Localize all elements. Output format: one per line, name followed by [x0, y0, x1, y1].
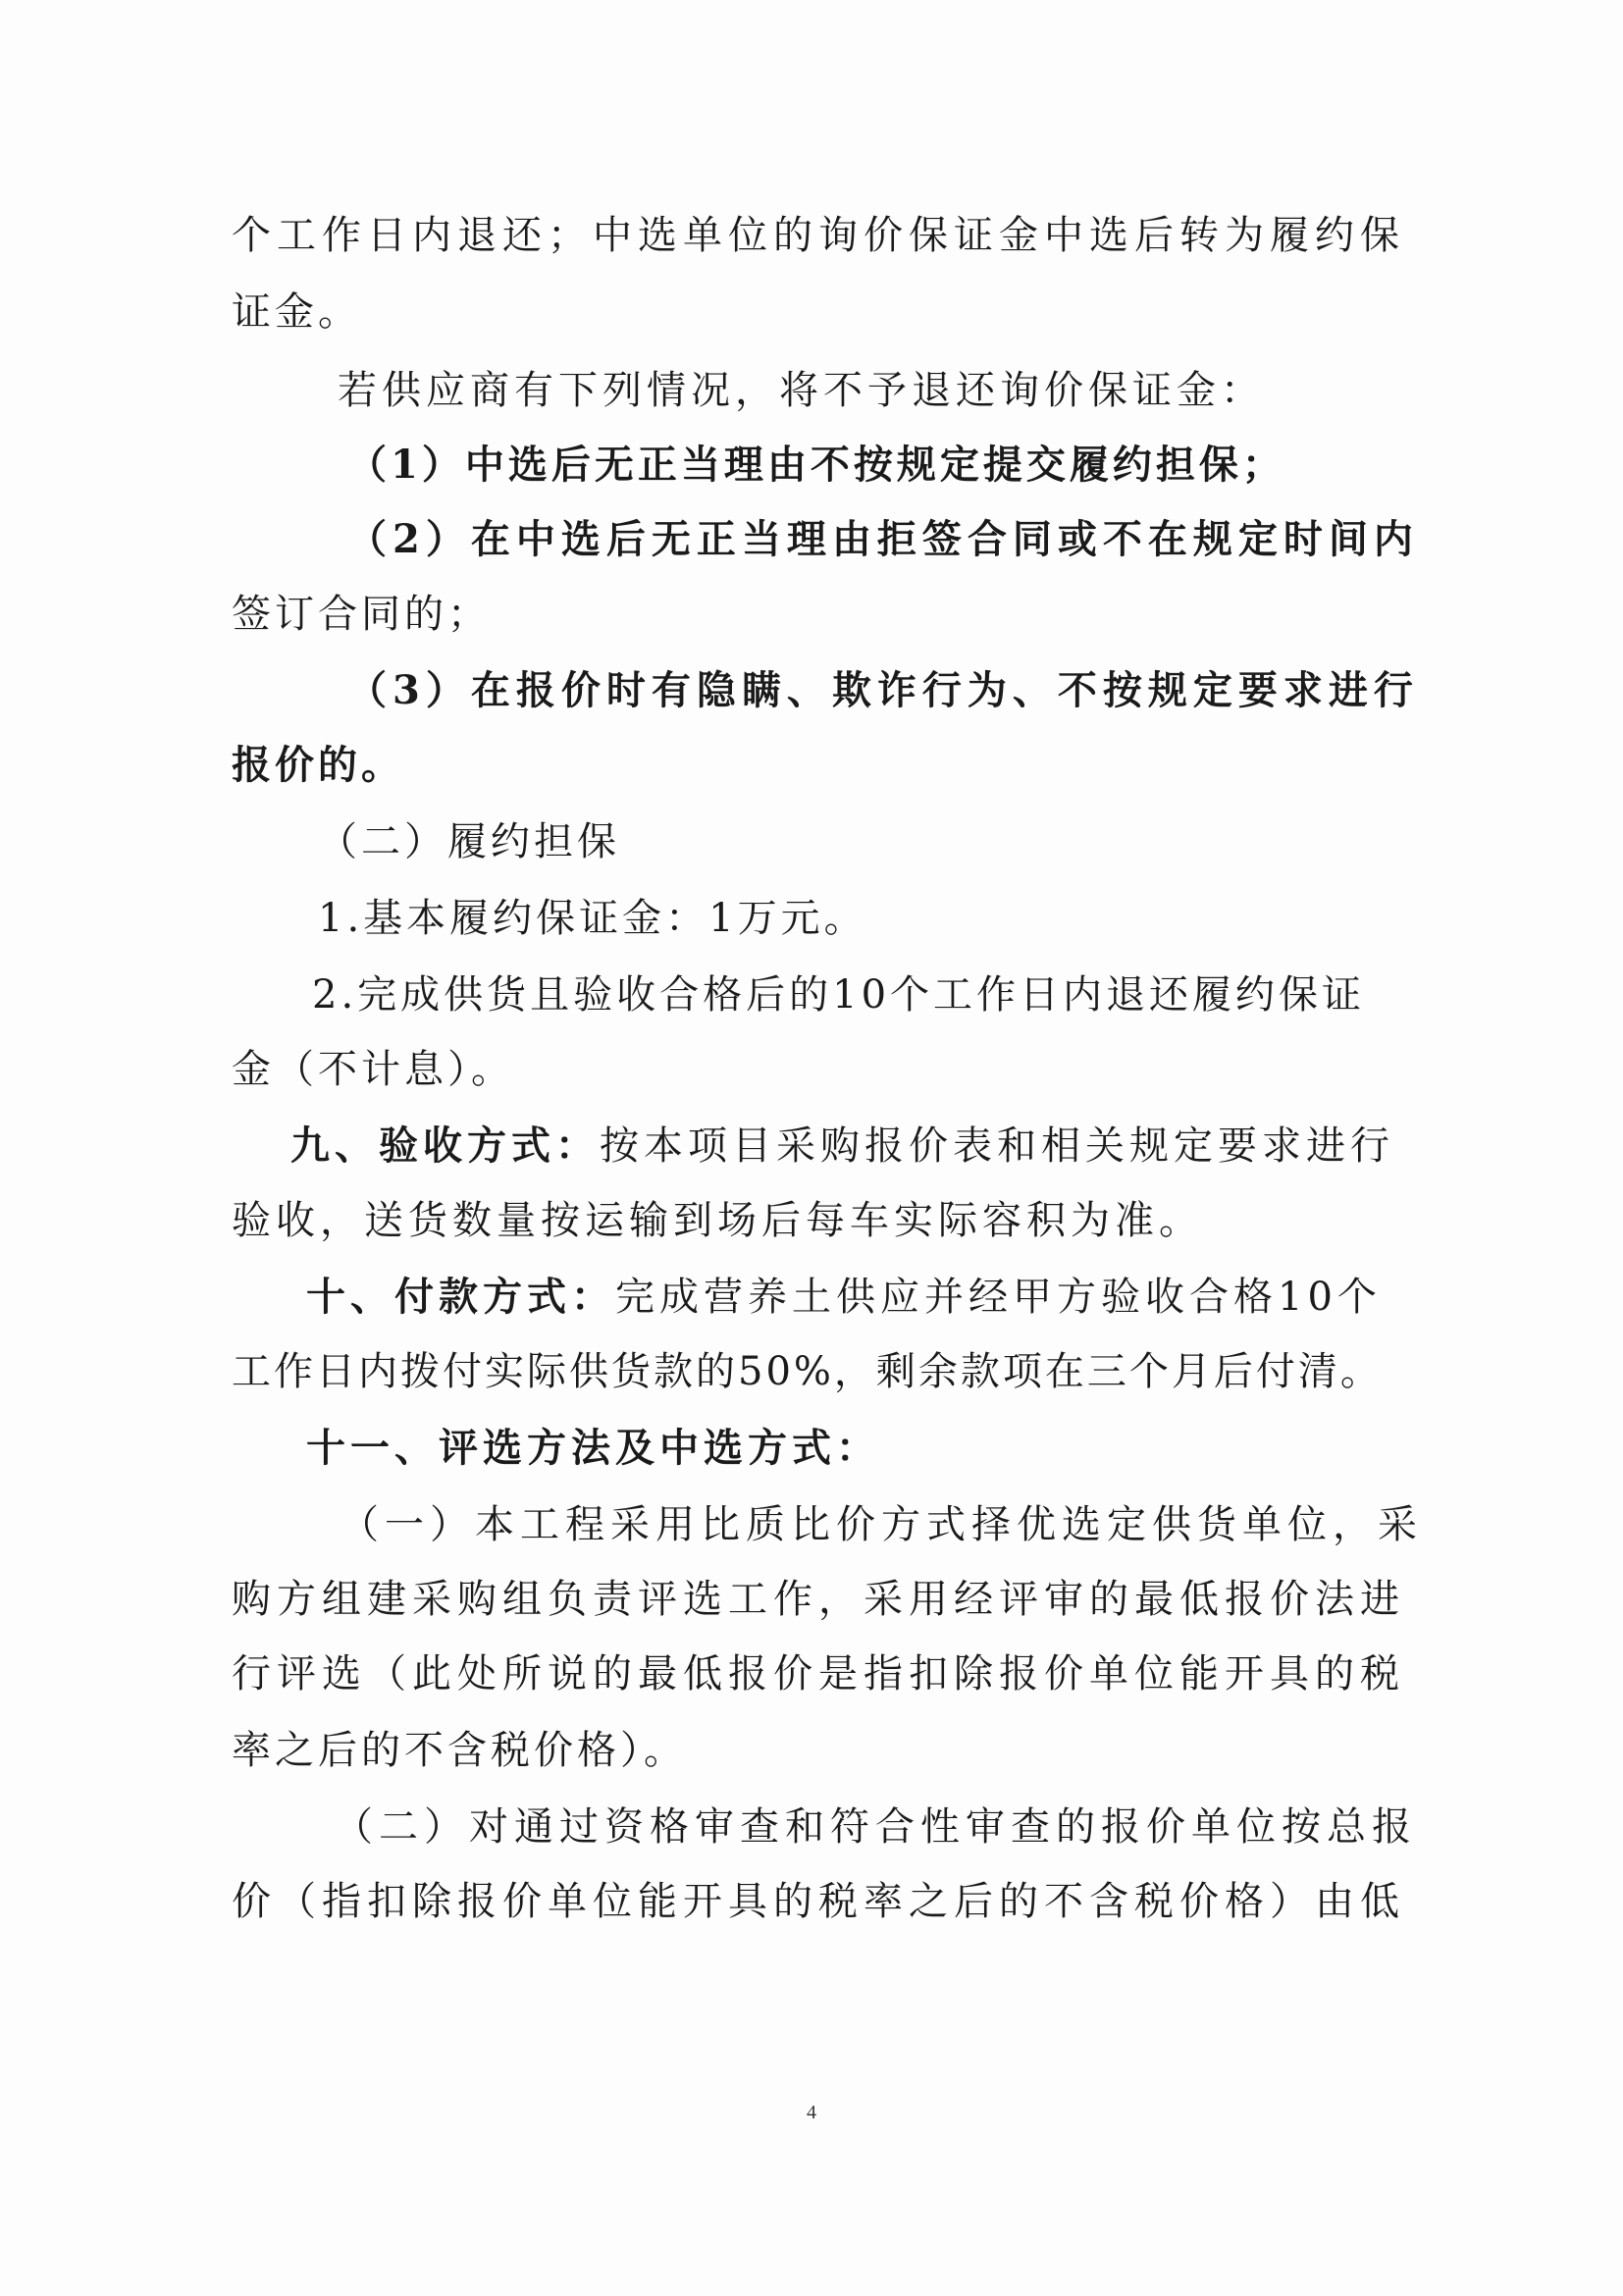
paragraph-line: （一）本工程采用比质比价方式择优选定供货单位，采	[340, 1502, 1423, 1547]
paragraph-line: 个工作日内退还；中选单位的询价保证金中选后转为履约保	[232, 213, 1405, 258]
section-heading: 十、付款方式：	[306, 1274, 615, 1320]
section-text: 按本项目采购报价表和相关规定要求进行	[600, 1123, 1394, 1169]
paragraph-line: （二）对通过资格审查和符合性审查的报价单位按总报	[334, 1804, 1417, 1850]
paragraph-line: 行评选（此处所说的最低报价是指扣除报价单位能开具的税	[232, 1651, 1405, 1696]
paragraph-line: 验收，送货数量按运输到场后每车实际容积为准。	[232, 1198, 1203, 1243]
paragraph-line: 2.完成供货且验收合格后的10个工作日内退还履约保证	[312, 972, 1366, 1018]
section-10-line	[306, 1270, 1382, 1325]
subheading: （二）履约担保	[318, 819, 620, 864]
section-heading: 九、验收方式：	[290, 1122, 600, 1169]
list-item: （1）中选后无正当理由不按规定提交履约担保；	[347, 442, 1285, 488]
section-9-line	[290, 1119, 1394, 1174]
page-number: 4	[807, 2102, 816, 2123]
paragraph-line: 报价的。	[232, 742, 404, 788]
paragraph-line: 工作日内拨付实际供货款的50%，剩余款项在三个月后付清。	[232, 1349, 1383, 1394]
section-heading: 十一、评选方法及中选方式：	[306, 1425, 880, 1471]
paragraph-line: 1.基本履约保证金：1万元。	[318, 896, 867, 941]
paragraph-line: 金（不计息）。	[232, 1047, 514, 1092]
paragraph-line: 价（指扣除报价单位能开具的税率之后的不含税价格）由低	[232, 1879, 1405, 1924]
section-text: 完成营养土供应并经甲方验收合格10个	[615, 1275, 1382, 1320]
list-item: （2）在中选后无正当理由拒签合同或不在规定时间内	[347, 516, 1419, 562]
paragraph-line: 购方组建采购组负责评选工作，采用经评审的最低报价法进	[232, 1577, 1405, 1622]
paragraph-line: 若供应商有下列情况，将不予退还询价保证金：	[338, 368, 1265, 413]
paragraph-line: 证金。	[232, 289, 361, 335]
paragraph-line: 率之后的不含税价格）。	[232, 1728, 687, 1773]
paragraph-line: 签订合同的；	[232, 592, 491, 637]
list-item: （3）在报价时有隐瞒、欺诈行为、不按规定要求进行	[347, 667, 1419, 713]
